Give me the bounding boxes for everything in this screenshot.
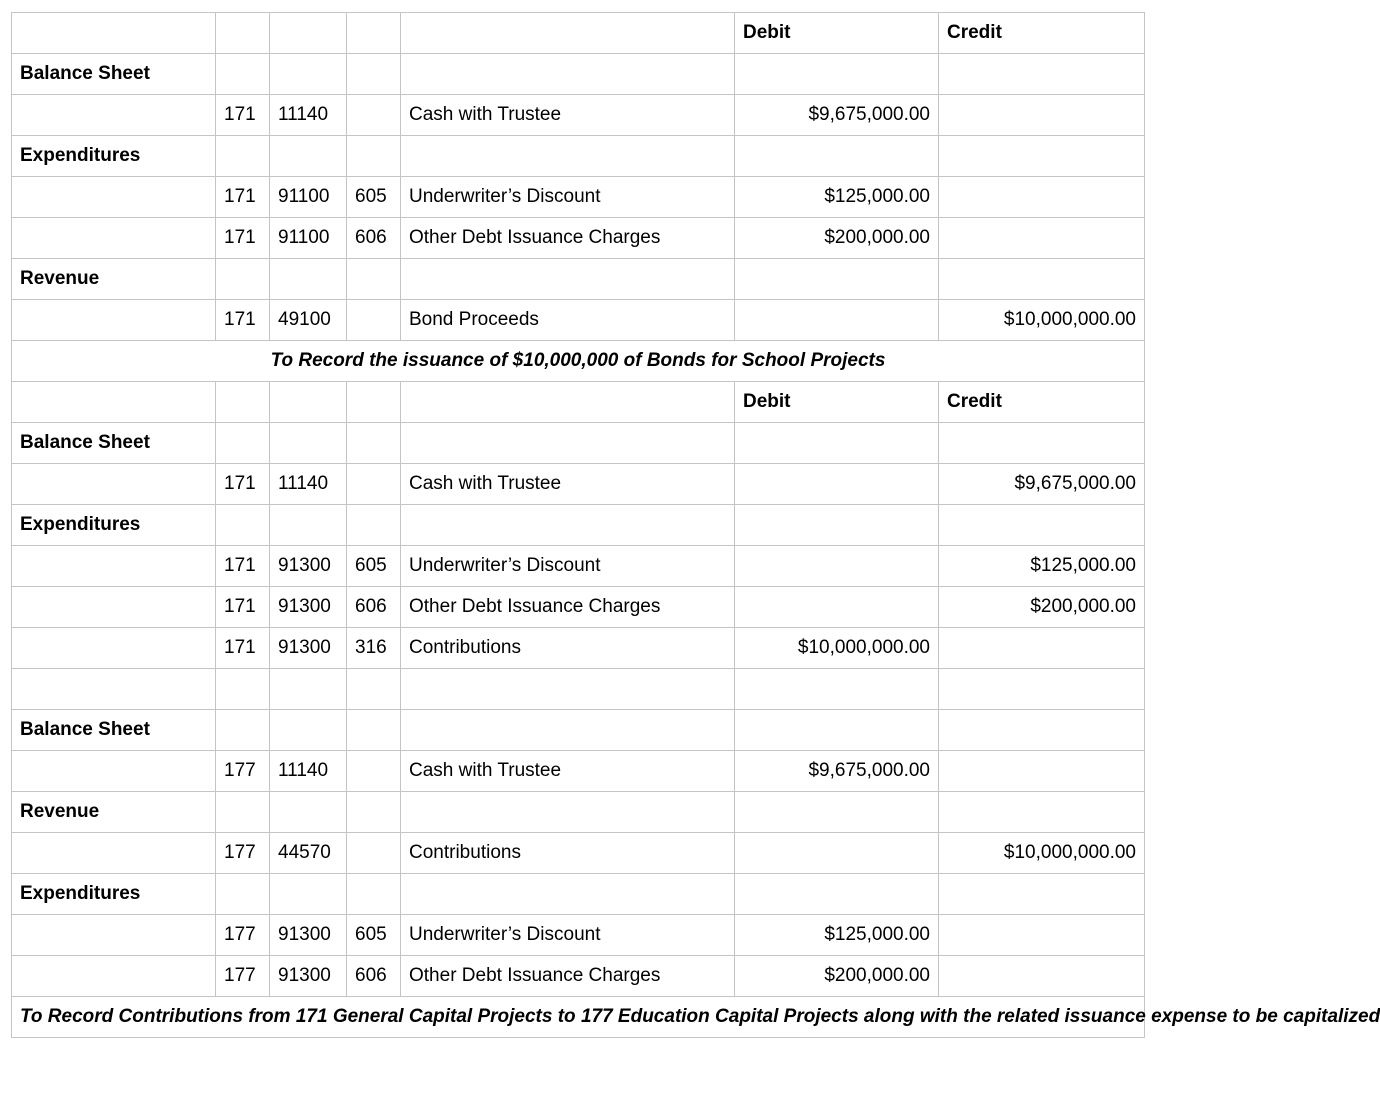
credit-cell: $125,000.00 (939, 546, 1145, 587)
account-cell: 49100 (270, 300, 347, 341)
debit-cell: $200,000.00 (735, 218, 939, 259)
credit-cell: $9,675,000.00 (939, 464, 1145, 505)
credit-cell (939, 751, 1145, 792)
object-cell: 605 (347, 915, 401, 956)
fund-cell: 171 (216, 587, 270, 628)
entry-memo: To Record the issuance of $10,000,000 of Bonds for School Projects (12, 341, 1145, 382)
object-cell (347, 300, 401, 341)
table-row (12, 177, 1145, 218)
table-row (12, 587, 1145, 628)
table-row (12, 300, 1145, 341)
description-cell: Other Debt Issuance Charges (401, 218, 735, 259)
description-cell: Other Debt Issuance Charges (401, 956, 735, 997)
credit-cell: $200,000.00 (939, 587, 1145, 628)
account-cell: 91300 (270, 956, 347, 997)
table-row (12, 915, 1145, 956)
fund-cell: 171 (216, 218, 270, 259)
fund-cell: 171 (216, 464, 270, 505)
account-cell: 11140 (270, 751, 347, 792)
table-row (12, 956, 1145, 997)
column-header-row (12, 13, 1145, 54)
section-label: Balance Sheet (12, 423, 216, 464)
object-cell: 605 (347, 177, 401, 218)
section-row (12, 423, 1145, 464)
object-cell (347, 751, 401, 792)
credit-cell (939, 177, 1145, 218)
debit-cell: $10,000,000.00 (735, 628, 939, 669)
debit-cell (735, 833, 939, 874)
account-cell: 91300 (270, 546, 347, 587)
account-cell: 11140 (270, 464, 347, 505)
debit-header: Debit (735, 13, 939, 54)
object-cell: 316 (347, 628, 401, 669)
debit-cell: $9,675,000.00 (735, 95, 939, 136)
description-cell: Cash with Trustee (401, 95, 735, 136)
section-label: Balance Sheet (12, 54, 216, 95)
object-cell (347, 464, 401, 505)
section-label: Revenue (12, 792, 216, 833)
account-cell: 91300 (270, 915, 347, 956)
fund-cell: 171 (216, 177, 270, 218)
memo-row (12, 997, 1145, 1038)
section-label: Balance Sheet (12, 710, 216, 751)
description-cell: Underwriter’s Discount (401, 177, 735, 218)
description-cell: Bond Proceeds (401, 300, 735, 341)
object-cell: 606 (347, 587, 401, 628)
entry-memo: To Record Contributions from 171 General Capital Projects to 177 Education Capital Projects along with the related issuance expense to be capitalized (12, 997, 1145, 1038)
table-row (12, 833, 1145, 874)
column-header-row (12, 382, 1145, 423)
table-row (12, 546, 1145, 587)
fund-cell: 171 (216, 300, 270, 341)
description-cell: Cash with Trustee (401, 751, 735, 792)
description-cell: Contributions (401, 628, 735, 669)
blank-row (12, 669, 1145, 710)
section-label: Expenditures (12, 136, 216, 177)
fund-cell: 171 (216, 95, 270, 136)
credit-cell (939, 218, 1145, 259)
credit-cell (939, 95, 1145, 136)
account-cell: 91300 (270, 587, 347, 628)
debit-cell (735, 464, 939, 505)
credit-cell: $10,000,000.00 (939, 833, 1145, 874)
account-cell: 91100 (270, 218, 347, 259)
account-cell: 91100 (270, 177, 347, 218)
fund-cell: 177 (216, 915, 270, 956)
fund-cell: 177 (216, 956, 270, 997)
description-cell: Contributions (401, 833, 735, 874)
account-cell: 91300 (270, 628, 347, 669)
section-label: Expenditures (12, 505, 216, 546)
section-row (12, 874, 1145, 915)
table-row (12, 751, 1145, 792)
description-cell: Underwriter’s Discount (401, 915, 735, 956)
object-cell: 605 (347, 546, 401, 587)
journal-entries (11, 12, 1380, 1038)
section-label: Expenditures (12, 874, 216, 915)
debit-cell: $125,000.00 (735, 915, 939, 956)
credit-cell (939, 915, 1145, 956)
section-row (12, 505, 1145, 546)
object-cell: 606 (347, 218, 401, 259)
description-cell: Cash with Trustee (401, 464, 735, 505)
debit-cell: $9,675,000.00 (735, 751, 939, 792)
section-row (12, 259, 1145, 300)
account-cell: 11140 (270, 95, 347, 136)
debit-header: Debit (735, 382, 939, 423)
section-row (12, 710, 1145, 751)
object-cell (347, 833, 401, 874)
debit-cell: $125,000.00 (735, 177, 939, 218)
section-label: Revenue (12, 259, 216, 300)
table-row (12, 95, 1145, 136)
debit-cell (735, 546, 939, 587)
section-row (12, 136, 1145, 177)
debit-cell (735, 587, 939, 628)
section-row (12, 54, 1145, 95)
description-cell: Underwriter’s Discount (401, 546, 735, 587)
section-row (12, 792, 1145, 833)
debit-cell: $200,000.00 (735, 956, 939, 997)
credit-header: Credit (939, 13, 1145, 54)
memo-row (12, 341, 1145, 382)
fund-cell: 171 (216, 628, 270, 669)
account-cell: 44570 (270, 833, 347, 874)
table-row (12, 218, 1145, 259)
fund-cell: 177 (216, 751, 270, 792)
object-cell: 606 (347, 956, 401, 997)
debit-cell (735, 300, 939, 341)
description-cell: Other Debt Issuance Charges (401, 587, 735, 628)
credit-cell (939, 956, 1145, 997)
table-row (12, 628, 1145, 669)
table-row (12, 464, 1145, 505)
fund-cell: 177 (216, 833, 270, 874)
journal-entry-table (11, 12, 1380, 1038)
credit-cell: $10,000,000.00 (939, 300, 1145, 341)
object-cell (347, 95, 401, 136)
credit-cell (939, 628, 1145, 669)
credit-header: Credit (939, 382, 1145, 423)
fund-cell: 171 (216, 546, 270, 587)
